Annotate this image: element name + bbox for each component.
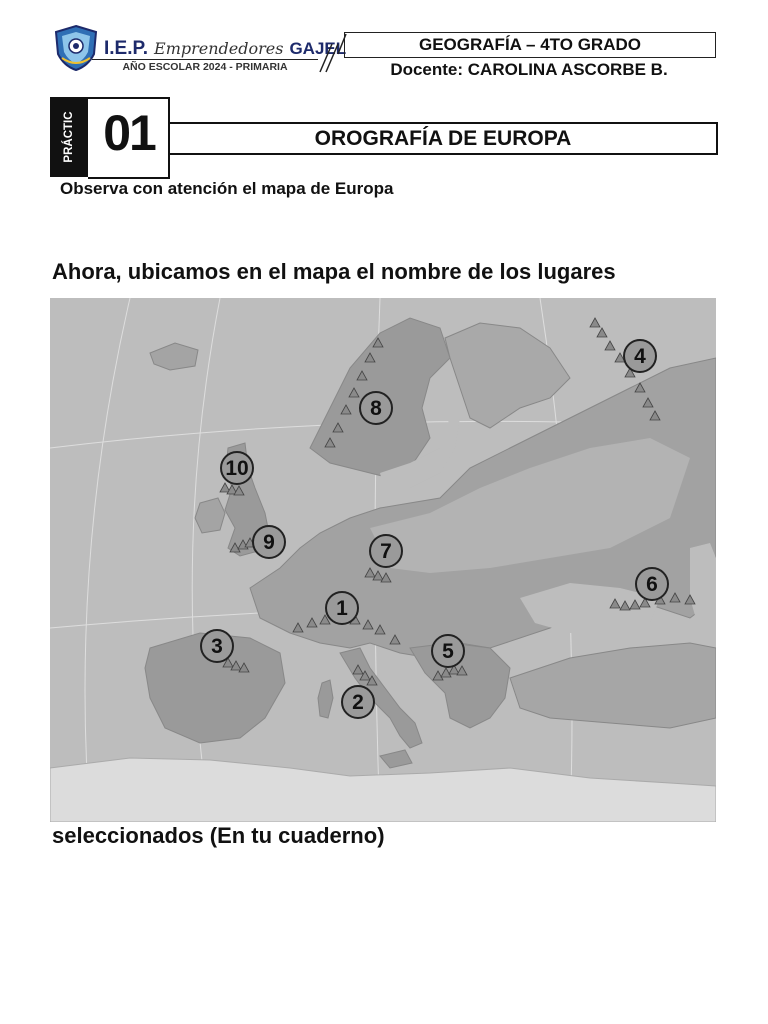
instruction-observe: Observa con atención el mapa de Europa xyxy=(60,179,394,198)
subject-header: GEOGRAFÍA – 4TO GRADO xyxy=(344,32,716,58)
map-marker-label: 10 xyxy=(225,457,249,480)
map-marker-label: 7 xyxy=(380,540,392,563)
school-abbr: I.E.P. xyxy=(104,38,149,59)
map-marker-9 xyxy=(253,526,285,558)
school-name-cursive: Emprendedores xyxy=(154,39,284,58)
map-marker-label: 3 xyxy=(211,635,223,658)
practica-label: PRÁCTIC xyxy=(63,111,75,163)
map-marker-label: 5 xyxy=(442,640,454,663)
map-marker-10 xyxy=(221,452,253,484)
map-marker-label: 9 xyxy=(263,531,275,554)
school-brand: GAJEL xyxy=(289,39,347,58)
europe-map xyxy=(50,298,716,822)
map-marker-1 xyxy=(326,592,358,624)
map-marker-label: 1 xyxy=(336,597,348,620)
school-name xyxy=(104,38,346,60)
practica-number: 01 xyxy=(103,105,155,161)
map-marker-4 xyxy=(624,340,656,372)
teacher-name: Docente: CAROLINA ASCORBE B. xyxy=(390,60,668,79)
map-marker-label: 8 xyxy=(370,397,382,420)
map-marker-5 xyxy=(432,635,464,667)
instruction-task: Ahora, ubicamos en el mapa el nombre de los lugares xyxy=(52,259,616,284)
map-marker-8 xyxy=(360,392,392,424)
map-marker-3 xyxy=(201,630,233,662)
school-year: AÑO ESCOLAR 2024 - PRIMARIA xyxy=(92,59,318,74)
map-marker-label: 4 xyxy=(634,345,646,368)
map-marker-6 xyxy=(636,568,668,600)
map-marker-label: 2 xyxy=(352,691,364,714)
instruction-task-continued: seleccionados (En tu cuaderno) xyxy=(52,823,385,848)
page-title: OROGRAFÍA DE EUROPA xyxy=(168,122,718,155)
map-marker-label: 6 xyxy=(646,573,658,596)
map-marker-2 xyxy=(342,686,374,718)
map-marker-7 xyxy=(370,535,402,567)
